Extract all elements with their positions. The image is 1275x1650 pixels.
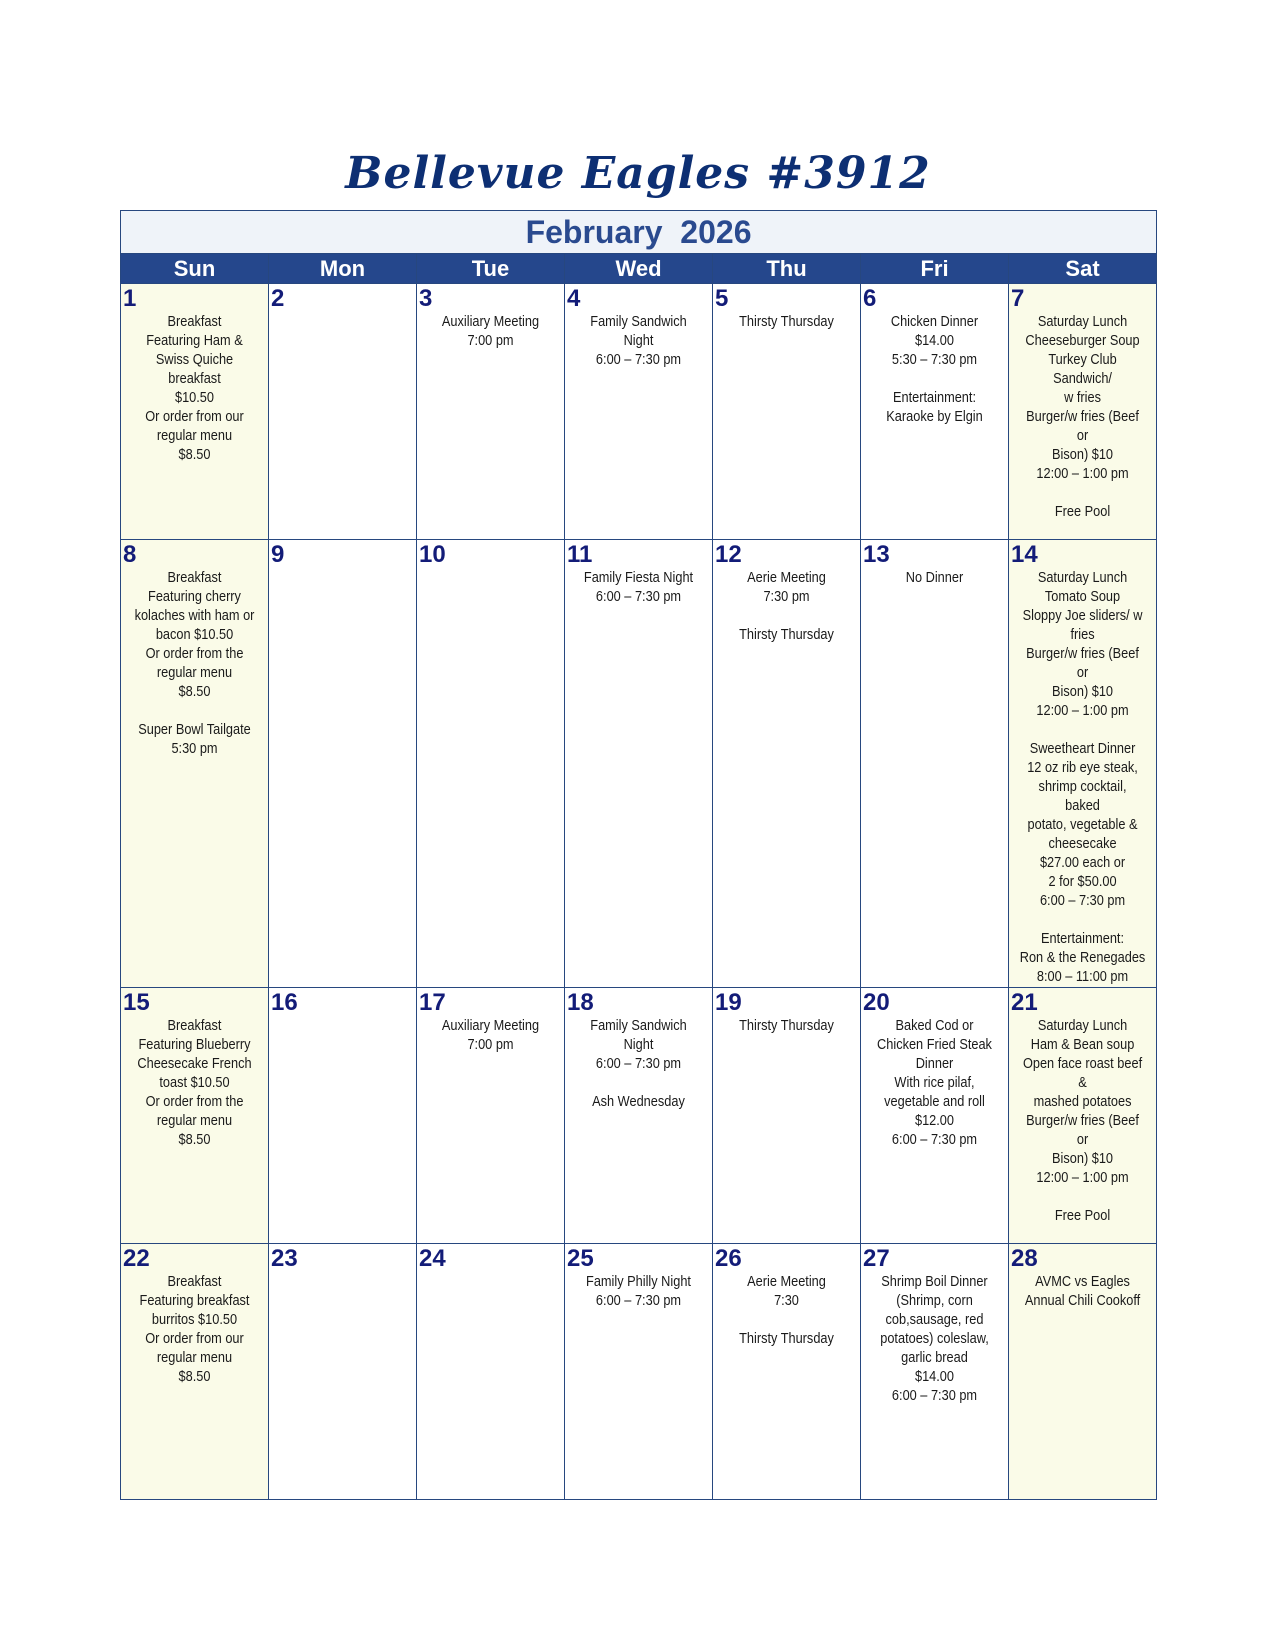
- day-number: 28: [1011, 1245, 1038, 1272]
- day-cell: [565, 988, 713, 1244]
- day-cell: [861, 1244, 1009, 1500]
- day-events: Breakfast Featuring Ham & Swiss Quiche breakfast $10.50 Or order from our regular menu $8.50: [145, 314, 244, 463]
- day-cell: [565, 540, 713, 988]
- day-cell: [1009, 988, 1157, 1244]
- day-cell: [713, 988, 861, 1244]
- day-events: Saturday Lunch Cheeseburger Soup Turkey Club Sandwich/ w fries Burger/w fries (Beef or Bison) $10 12:00 – 1:00 pm Free Pool: [1025, 314, 1140, 520]
- day-number: 27: [863, 1245, 890, 1272]
- day-events: Saturday Lunch Ham & Bean soup Open face roast beef & mashed potatoes Burger/w fries (Beef or Bison) $10 12:00 – 1:00 pm Free Pool: [1022, 1018, 1143, 1224]
- day-events: Shrimp Boil Dinner (Shrimp, corn cob,sausage, red potatoes) coleslaw, garlic bread $14.00 6:00 – 7:30 pm: [880, 1274, 989, 1404]
- day-number: 12: [715, 541, 742, 568]
- day-cell: [713, 1244, 861, 1500]
- weekday-header-thu: Thu: [713, 254, 861, 284]
- day-number: 3: [419, 285, 433, 312]
- day-number: 6: [863, 285, 877, 312]
- calendar-grid: [120, 210, 1157, 1500]
- day-cell: [1009, 1244, 1157, 1500]
- day-cell: [861, 284, 1009, 540]
- day-events: Auxiliary Meeting 7:00 pm: [441, 314, 540, 349]
- day-cell: [565, 1244, 713, 1500]
- day-events: Family Philly Night 6:00 – 7:30 pm: [586, 1274, 691, 1309]
- day-events: Aerie Meeting 7:30 pm Thirsty Thursday: [739, 570, 834, 643]
- day-number: 4: [567, 285, 581, 312]
- weekday-header-mon: Mon: [269, 254, 417, 284]
- day-events: No Dinner: [905, 570, 964, 586]
- day-events: Aerie Meeting 7:30 Thirsty Thursday: [739, 1274, 834, 1347]
- day-cell: [1009, 284, 1157, 540]
- day-events: [278, 568, 407, 569]
- day-number: 17: [419, 989, 446, 1016]
- day-cell: [861, 540, 1009, 988]
- day-number: 25: [567, 1245, 594, 1272]
- weekday-header-tue: Tue: [417, 254, 565, 284]
- day-events: [278, 1016, 407, 1017]
- day-events: Family Sandwich Night 6:00 – 7:30 pm Ash Wednesday: [590, 1018, 687, 1110]
- weekday-header-sat: Sat: [1009, 254, 1157, 284]
- month-title: February 2026: [121, 211, 1157, 254]
- week-row: [121, 988, 1157, 1244]
- day-events: Breakfast Featuring cherry kolaches with ham or bacon $10.50 Or order from the regular menu $8.50 Super Bowl Tailgate 5:30 pm: [134, 570, 255, 757]
- day-cell: [121, 1244, 269, 1500]
- weekday-header-fri: Fri: [861, 254, 1009, 284]
- day-events: Family Sandwich Night 6:00 – 7:30 pm: [590, 314, 687, 368]
- day-events: Chicken Dinner $14.00 5:30 – 7:30 pm Entertainment: Karaoke by Elgin: [886, 314, 983, 425]
- day-events: Family Fiesta Night 6:00 – 7:30 pm: [583, 570, 694, 605]
- day-number: 23: [271, 1245, 298, 1272]
- day-events: [426, 1272, 555, 1273]
- day-cell: [713, 540, 861, 988]
- day-cell: [417, 284, 565, 540]
- day-cell: [121, 284, 269, 540]
- day-number: 24: [419, 1245, 446, 1272]
- day-events: Breakfast Featuring Blueberry Cheesecake French toast $10.50 Or order from the regular menu $8.50: [137, 1018, 252, 1148]
- day-cell: [269, 540, 417, 988]
- day-number: 21: [1011, 989, 1038, 1016]
- day-events: Breakfast Featuring breakfast burritos $10.50 Or order from our regular menu $8.50: [139, 1274, 250, 1385]
- day-number: 8: [123, 541, 137, 568]
- day-cell: [1009, 540, 1157, 988]
- day-number: 22: [123, 1245, 150, 1272]
- day-events: [278, 1272, 407, 1273]
- day-cell: [417, 540, 565, 988]
- day-number: 20: [863, 989, 890, 1016]
- day-cell: [269, 1244, 417, 1500]
- day-events: Auxiliary Meeting 7:00 pm: [441, 1018, 540, 1053]
- day-cell: [565, 284, 713, 540]
- week-row: [121, 540, 1157, 988]
- weekday-header-sun: Sun: [121, 254, 269, 284]
- day-cell: [417, 988, 565, 1244]
- day-cell: [121, 988, 269, 1244]
- day-events: Saturday Lunch Tomato Soup Sloppy Joe sliders/ w fries Burger/w fries (Beef or Bison) $10 12:00 – 1:00 pm Sweetheart Dinner 12 oz rib eye steak, shrimp cocktail, baked potato, vegetable & cheesecake $27.00 each or 2 for $50.00 6:00 – 7:30 pm Entertainment: Ron & the Renegades 8:00 – 11:00 pm: [1019, 570, 1146, 985]
- day-number: 18: [567, 989, 594, 1016]
- day-cell: [417, 1244, 565, 1500]
- day-events: [426, 568, 555, 569]
- day-events: Baked Cod or Chicken Fried Steak Dinner With rice pilaf, vegetable and roll $12.00 6:00 – 7:30 pm: [877, 1018, 992, 1148]
- week-row: [121, 1244, 1157, 1500]
- day-cell: [269, 284, 417, 540]
- day-number: 15: [123, 989, 150, 1016]
- day-number: 26: [715, 1245, 742, 1272]
- weekday-header-wed: Wed: [565, 254, 713, 284]
- day-number: 19: [715, 989, 742, 1016]
- day-cell: [121, 540, 269, 988]
- day-number: 16: [271, 989, 298, 1016]
- day-number: 2: [271, 285, 285, 312]
- day-events: Thirsty Thursday: [739, 314, 834, 330]
- day-number: 13: [863, 541, 890, 568]
- day-number: 9: [271, 541, 285, 568]
- day-number: 11: [567, 541, 593, 568]
- day-events: AVMC vs Eagles Annual Chili Cookoff: [1024, 1274, 1141, 1309]
- day-events: Thirsty Thursday: [739, 1018, 834, 1034]
- day-number: 1: [123, 285, 137, 312]
- day-number: 14: [1011, 541, 1038, 568]
- day-cell: [713, 284, 861, 540]
- day-events: [278, 312, 407, 313]
- day-number: 5: [715, 285, 729, 312]
- club-title: Bellevue Eagles #3912: [345, 148, 931, 199]
- week-row: [121, 284, 1157, 540]
- day-number: 7: [1011, 285, 1025, 312]
- day-cell: [861, 988, 1009, 1244]
- day-cell: [269, 988, 417, 1244]
- day-number: 10: [419, 541, 446, 568]
